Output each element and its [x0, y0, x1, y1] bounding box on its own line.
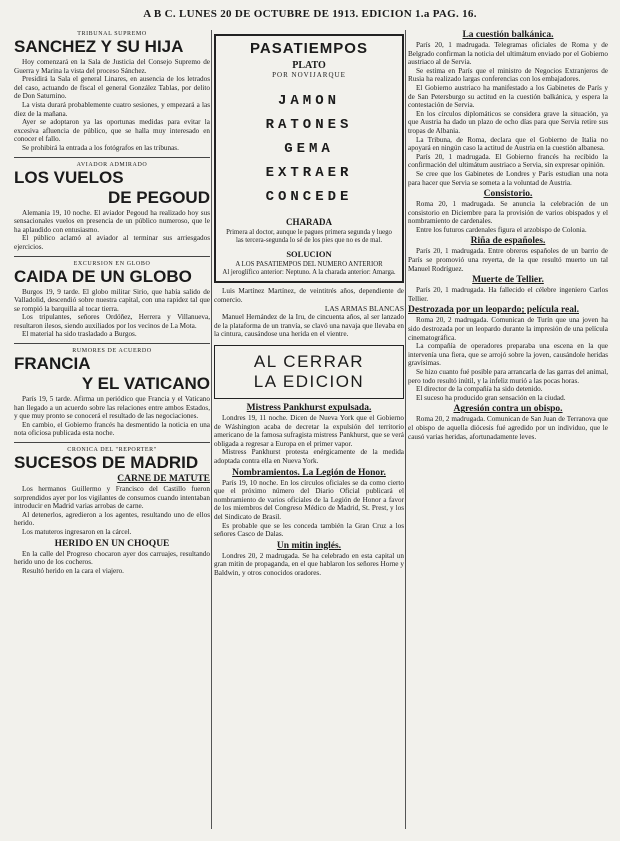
- article-headline: LOS VUELOS: [14, 167, 124, 187]
- puzzles-title: PASATIEMPOS: [250, 40, 368, 57]
- article-subhead: La cuestión balkánica.: [462, 30, 554, 40]
- article-paragraph: El Gobierno austriaco ha manifestado a los Gabinetes de París y de San Petersburgo su actitud en la cuestión balkánica, y espera la contestación de Servia.: [408, 83, 608, 110]
- article-paragraph: Resultó herido en la cara el viajero.: [22, 566, 124, 575]
- page-header: A B C. LUNES 20 DE OCTUBRE DE 1913. EDICION 1.a PAG. 16.: [143, 8, 477, 20]
- article-subhead: Muerte de Tellier.: [472, 275, 544, 286]
- article-subhead: Riña de españoles.: [470, 236, 546, 247]
- closing-edition-title: LA EDICION: [253, 371, 365, 391]
- closing-edition-box: [214, 345, 404, 399]
- article-paragraph: El suceso ha producido gran sensación en la ciudad.: [416, 393, 566, 402]
- article-paragraph: El director de la compañía ha sido detenido.: [416, 385, 543, 394]
- column-right: [408, 28, 608, 441]
- divider: [14, 343, 210, 344]
- article-paragraph: Londres 19, 11 noche. Dicen de Nueva York que el Gobierno de Wáshington acaba de decretar la expulsión del territorio americano de la famosa sufragista mistress Pankhurst, que se verá obligada a regresar a Europa en el primer vapor.: [214, 413, 404, 448]
- puzzle-word: GEMA: [284, 141, 334, 157]
- article-paragraph: Se hizo cuanto fué posible para arrancarla de las garras del animal, pero todo resultó inútil, y la infeliz murió a las pocas horas.: [408, 368, 608, 385]
- article-paragraph: En cambio, el Gobierno francés ha desmentido la noticia en una nota oficiosa publicada esta noche.: [14, 420, 210, 438]
- column-middle: [214, 28, 404, 577]
- article-kicker: CRONICA DEL "REPORTER": [67, 447, 157, 454]
- article-headline: CAIDA DE UN GLOBO: [14, 266, 192, 286]
- article-paragraph: Roma 20, 2 madrugada. Comunican de Turín que una joven ha sido destrozada por un leopardo durante la impresión de una película cinematográfica.: [408, 316, 608, 342]
- article-paragraph: Los tripulantes, señores Ordóñez, Herrera y Villanueva, resultaron ilesos, siendo auxiliados por los vecinos de La Mota.: [14, 313, 210, 330]
- article-paragraph: Los hermanos Guillermo y Francisco del Castillo fueron sorprendidos ayer por los vigilantes de consumos cuando intentaban introducir en Madrid varias arrobas de carne.: [14, 485, 210, 511]
- article-paragraph: Presidirá la Sala el general Linares, en ausencia de los letrados del caso, actuando de fiscal el general González Tablas, por delito de Don Saturnino.: [14, 75, 210, 101]
- divider: [14, 442, 210, 443]
- article-subhead: Un mitin inglés.: [276, 540, 342, 551]
- solution-title: SOLUCION: [286, 249, 332, 259]
- article-paragraph: La compañía de operadores preparaba una escena en la que intervenía una fiera, que se arrojó sobre la joven, causándole heridas gravísimas.: [408, 342, 608, 368]
- article-paragraph: Roma 20, 1 madrugada. Se anuncia la celebración de un consistorio en Diciembre para la provisión de varios obispados y el nombramiento de cardenales.: [408, 200, 608, 226]
- article-subhead: LAS ARMAS BLANCAS: [324, 304, 404, 314]
- article-paragraph: Los matuteros ingresaron en la cárcel.: [22, 528, 132, 536]
- article-kicker: TRIBUNAL SUPREMO: [77, 31, 147, 37]
- charada-text: Primera al doctor, aunque le pagues primera segunda y luego las tercera-segunda lo sé de los pies que no es de mal.: [226, 229, 392, 244]
- article-subhead: CARNE DE MATUTE: [117, 474, 210, 485]
- article-paragraph: Roma 20, 2 madrugada. Comunican de San Juan de Terranova que el obispo de aquella diócesis fué agredido por un individuo, que le causó varias heridas, afortunadamente leves.: [408, 415, 608, 441]
- charada-title: CHARADA: [286, 217, 332, 227]
- solution-text: Al jeroglífico anterior: Neptuno. A la charada anterior: Amarga.: [222, 269, 396, 276]
- divider: [14, 256, 210, 257]
- article-headline: SANCHEZ Y SU HIJA: [14, 37, 184, 56]
- article-paragraph: París 19, 10 noche. En los círculos oficiales se da como cierto que el próximo número del Diario Oficial publicará el nombramiento de varios oficiales de la Legión de Honor a favor de los miembros del Congreso Médico de Madrid, St. Prest, y los del Sindicato de Brasil.: [214, 478, 404, 521]
- article-paragraph: Se prohibirá la entrada a los fotógrafos en las tribunas.: [22, 143, 179, 152]
- article-paragraph: Manuel Hernández de la Iru, de cincuenta años, al ser lanzado de la plataforma de un tranvía, se clavó una navaja que llevaba en la cintura, causándose una herida en el vientre.: [214, 313, 404, 339]
- puzzle-author: POR NOVIJARQUE: [272, 71, 346, 79]
- column-rule: [405, 30, 406, 829]
- article-paragraph: El material ha sido trasladado a Burgos.: [22, 330, 137, 339]
- article-paragraph: Hoy comenzará en la Sala de Justicia del Consejo Supremo de Guerra y Marina la vista del proceso Sánchez.: [14, 58, 210, 75]
- article-paragraph: Luis Martínez Martínez, de veintitrés años, dependiente de comercio.: [214, 287, 404, 304]
- article-paragraph: Se estima en París que el ministro de Negocios Extranjeros de Rusia ha realizado largas conferencias con los embajadores.: [408, 66, 608, 84]
- puzzle-words: [222, 89, 396, 209]
- article-headline: DE PEGOUD: [107, 187, 210, 207]
- article-paragraph: En la calle del Progreso chocaron ayer dos carruajes, resultando herido uno de los cocheros.: [14, 549, 210, 567]
- puzzles-box: [214, 34, 404, 283]
- article-paragraph: París 20, 1 madrugada. Ha fallecido el célebre ingeniero Carlos Tellier.: [408, 286, 608, 303]
- article-headline: Y EL VATICANO: [81, 374, 210, 394]
- puzzle-name: PLATO: [292, 60, 326, 71]
- article-paragraph: Es probable que se les conceda también la Gran Cruz a los señores Casco de Dalas.: [214, 521, 404, 539]
- puzzle-word: EXTRAER: [265, 165, 353, 181]
- article-subhead: Nombramientos. La Legión de Honor.: [232, 467, 386, 478]
- article-paragraph: París 19, 5 tarde. Afirma un periódico que Francia y el Vaticano han llegado a un acuerdo sobre las relaciones entre ambos Estados, y que muy pronto se conocerá el resultado de las negociaciones.: [14, 395, 210, 421]
- column-rule: [211, 30, 212, 829]
- article-paragraph: Mistress Pankhurst protesta enérgicamente de la medida adoptada contra ella en Nueva York.: [214, 448, 404, 465]
- article-paragraph: Burgos 19, 9 tarde. El globo militar Sirio, que había salido de Valladolid, descendió sobre nuestra capital, con una rapidez tal que se rompió la barquilla al tocar tierra.: [14, 287, 210, 313]
- article-paragraph: Alemania 19, 10 noche. El aviador Pegoud ha realizado hoy sus sensacionales vuelos en presencia de un público numeroso, que le ha aplaudido con entusiasmo.: [14, 208, 210, 234]
- article-subhead: Destrozada por un leopardo; película real.: [408, 305, 579, 316]
- article-paragraph: En los círculos diplomáticos se considera grave la situación, ya que Austria ha dado un plazo de ocho días para que Servia retire sus tropas de Albania.: [408, 109, 608, 135]
- article-paragraph: París 20, 1 madrugada. El Gobierno francés ha recibido la confirmación del ultimátum austriaco a Servia, sin expresar opinión.: [408, 152, 608, 170]
- puzzle-word: CONCEDE: [265, 189, 353, 205]
- divider: [14, 157, 210, 158]
- article-subhead: Consistorio.: [483, 189, 533, 200]
- article-kicker: RUMORES DE ACUERDO: [72, 348, 152, 355]
- puzzle-word: JAMON: [277, 93, 340, 109]
- article-subhead: Mistress Pankhurst expulsada.: [246, 402, 372, 413]
- article-paragraph: Londres 20, 2 madrugada. Se ha celebrado en esta capital un gran mitin de propaganda, en el que hablaron los señores Horne y Baldwin, y otros conocidos oradores.: [214, 551, 404, 577]
- article-paragraph: La vista durará probablemente cuatro sesiones, y empezará a las diez de la mañana.: [14, 100, 210, 118]
- article-kicker: EXCURSION EN GLOBO: [73, 260, 151, 267]
- article-subhead: HERIDO EN UN CHOQUE: [54, 538, 170, 549]
- article-headline: FRANCIA: [14, 354, 91, 374]
- article-subhead: Agresión contra un obispo.: [453, 404, 563, 415]
- article-paragraph: París 20, 1 madrugada. Entre obreros españoles de un barrio de París se promovió una reyerta, de la que resultó muerto un tal Manuel Rodríguez.: [408, 247, 608, 273]
- article-paragraph: Entre los futuros cardenales figura el arzobispo de Colonia.: [416, 225, 587, 234]
- article-paragraph: Se cree que los Gabinetes de Londres y París estudian una nota para hacer que Servia se someta a la voluntad de Austria.: [408, 169, 608, 187]
- article-paragraph: La Tribuna, de Roma, declara que el Gobierno de Italia no apoyará en ningún caso la actitud de Austria en la cuestión albanesa.: [408, 135, 608, 153]
- article-paragraph: Ayer se adoptaron ya las oportunas medidas para evitar la excesiva afluencia de público, que se halla muy interesado en conocer el fallo.: [14, 118, 210, 144]
- closing-edition-title: AL CERRAR: [253, 351, 365, 371]
- puzzle-word: RATONES: [265, 117, 353, 133]
- solution-subtitle: A LOS PASATIEMPOS DEL NUMERO ANTERIOR: [235, 261, 383, 268]
- column-left: [14, 28, 210, 575]
- article-headline: SUCESOS DE MADRID: [14, 453, 199, 473]
- article-paragraph: El público aclamó al aviador al terminar sus arriesgados ejercicios.: [14, 234, 210, 251]
- article-kicker: AVIADOR ADMIRADO: [76, 161, 148, 168]
- article-paragraph: París 20, 1 madrugada. Telegramas oficiales de Roma y de Belgrado confirman la noticia del ultimátum enviado por el Gobierno austriaco al de Servia.: [408, 41, 608, 67]
- article-paragraph: Al detenerlos, agredieron a los agentes, resultando uno de ellos herido.: [14, 510, 210, 528]
